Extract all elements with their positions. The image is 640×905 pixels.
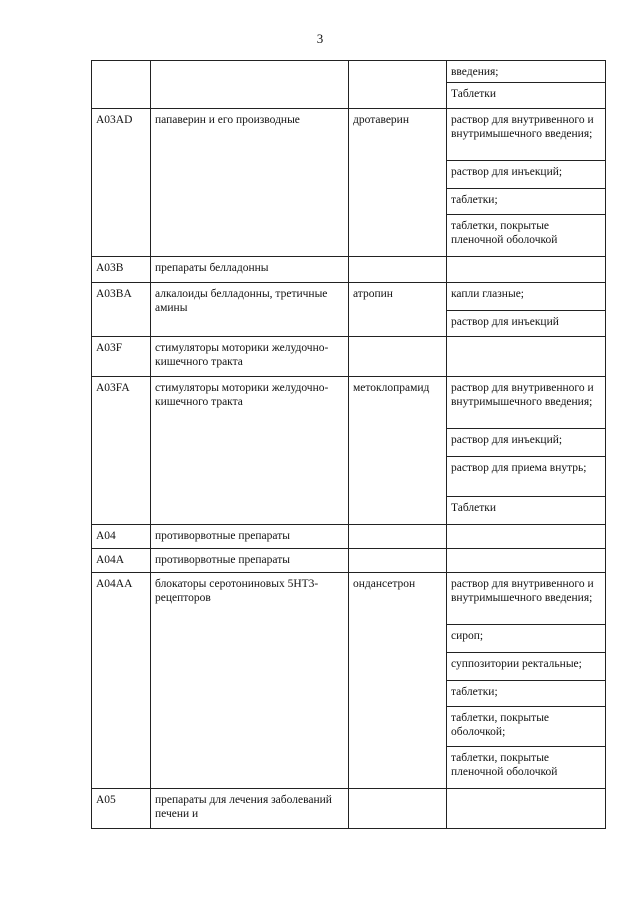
substance-cell: метоклопрамид (349, 377, 447, 525)
dosage-form-cell: раствор для инъекций (447, 311, 606, 337)
dosage-form-cell: суппозитории ректальные; (447, 653, 606, 681)
table-row (92, 789, 606, 829)
group-cell: противорвотные препараты (151, 525, 349, 549)
table-row (92, 525, 606, 549)
table-row (92, 337, 606, 377)
dosage-form-cell: введения; (447, 61, 606, 83)
dosage-form-cell: Таблетки (447, 497, 606, 525)
substance-cell (349, 789, 447, 829)
group-cell: стимуляторы моторики желудочно-кишечного тракта (151, 337, 349, 377)
dosage-form-cell (447, 337, 606, 377)
group-cell: препараты белладонны (151, 257, 349, 283)
code-cell: A04A (92, 549, 151, 573)
table-row (92, 377, 606, 429)
code-cell: A03BA (92, 283, 151, 337)
table-row (92, 283, 606, 311)
dosage-form-cell: Таблетки (447, 83, 606, 109)
substance-cell (349, 549, 447, 573)
dosage-form-cell: раствор для инъекций; (447, 429, 606, 457)
dosage-form-cell: таблетки, покрытые пленочной оболочкой (447, 215, 606, 257)
code-cell: A03F (92, 337, 151, 377)
dosage-form-cell (447, 549, 606, 573)
table-row (92, 573, 606, 625)
code-cell: A03AD (92, 109, 151, 257)
dosage-form-cell: раствор для инъекций; (447, 161, 606, 189)
table-row (92, 61, 606, 83)
group-cell: папаверин и его производные (151, 109, 349, 257)
substance-cell (349, 257, 447, 283)
dosage-form-cell: раствор для внутривенного и внутримышечного введения; (447, 377, 606, 429)
dosage-form-cell: раствор для приема внутрь; (447, 457, 606, 497)
dosage-form-cell: таблетки, покрытые оболочкой; (447, 707, 606, 747)
table-row (92, 109, 606, 161)
substance-cell: ондансетрон (349, 573, 447, 789)
dosage-form-cell (447, 257, 606, 283)
dosage-form-cell: раствор для внутривенного и внутримышечного введения; (447, 573, 606, 625)
group-cell: алкалоиды белладонны, третичные амины (151, 283, 349, 337)
dosage-form-cell: раствор для внутривенного и внутримышечного введения; (447, 109, 606, 161)
dosage-form-cell: таблетки; (447, 189, 606, 215)
group-cell: препараты для лечения заболеваний печени и (151, 789, 349, 829)
dosage-form-cell: сироп; (447, 625, 606, 653)
group-cell (151, 61, 349, 109)
code-cell: A04AA (92, 573, 151, 789)
dosage-form-cell: таблетки; (447, 681, 606, 707)
dosage-form-cell: капли глазные; (447, 283, 606, 311)
table-row (92, 549, 606, 573)
group-cell: блокаторы серотониновых 5НТ3-рецепторов (151, 573, 349, 789)
substance-cell (349, 525, 447, 549)
substance-cell: атропин (349, 283, 447, 337)
group-cell: стимуляторы моторики желудочно-кишечного тракта (151, 377, 349, 525)
dosage-form-cell (447, 525, 606, 549)
group-cell: противорвотные препараты (151, 549, 349, 573)
code-cell (92, 61, 151, 109)
dosage-form-cell (447, 789, 606, 829)
drug-table (91, 60, 606, 829)
code-cell: A05 (92, 789, 151, 829)
substance-cell (349, 61, 447, 109)
code-cell: A04 (92, 525, 151, 549)
code-cell: A03FA (92, 377, 151, 525)
substance-cell (349, 337, 447, 377)
substance-cell: дротаверин (349, 109, 447, 257)
table-row (92, 257, 606, 283)
dosage-form-cell: таблетки, покрытые пленочной оболочкой (447, 747, 606, 789)
code-cell: A03B (92, 257, 151, 283)
page-number: 3 (316, 31, 324, 46)
